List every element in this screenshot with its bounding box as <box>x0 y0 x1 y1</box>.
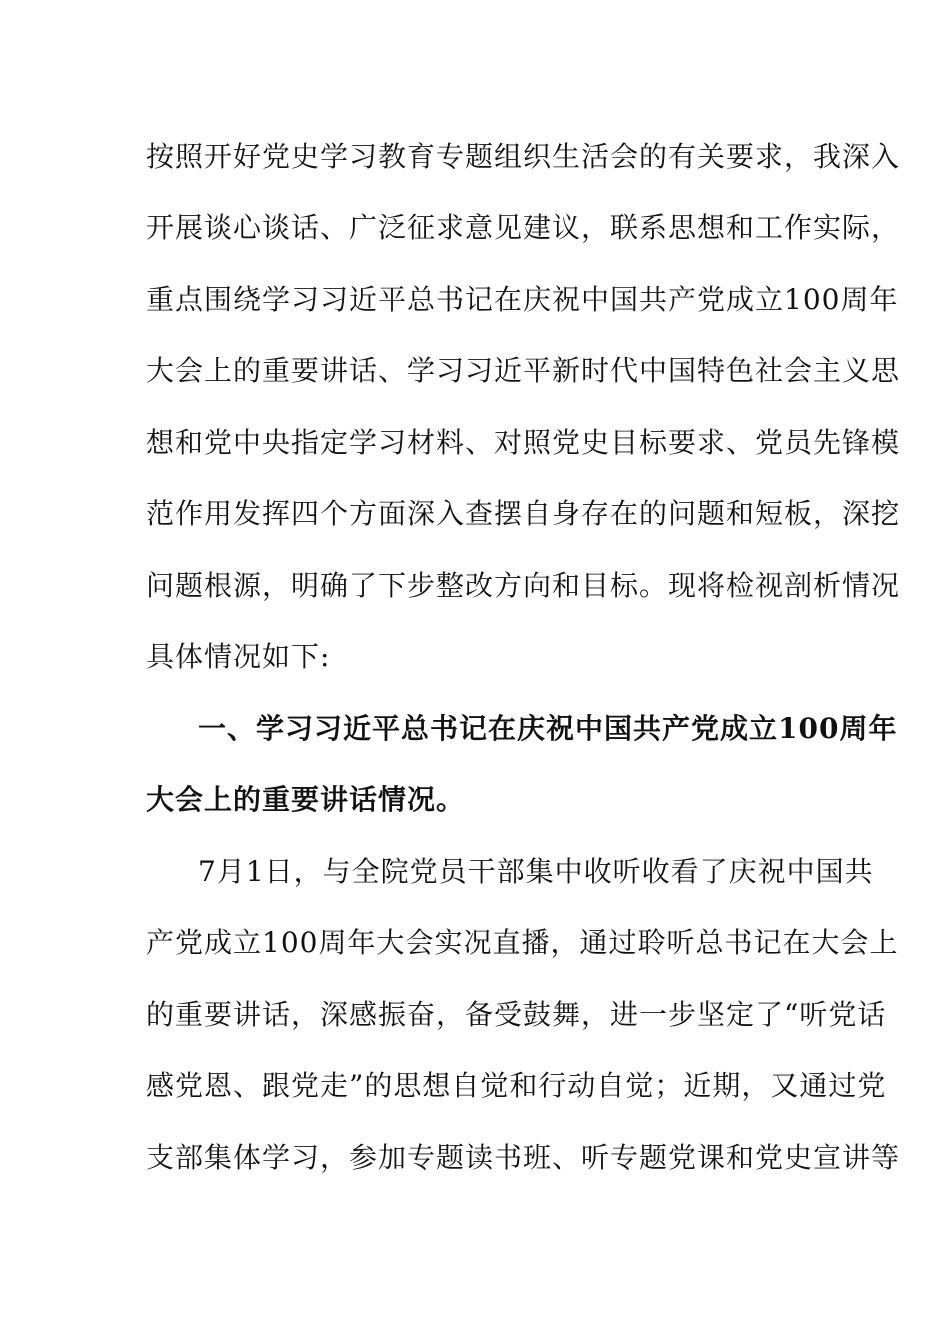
section-heading-line-2: 大会上的重要讲话情况。 <box>146 783 466 816</box>
body-line-5: 支部集体学习，参加专题读书班、听专题党课和党史宣讲等 <box>146 1141 901 1174</box>
body-line-4: 感党恩、跟党走”的思想自觉和行动自觉；近期，又通过党 <box>146 1069 887 1102</box>
intro-line-5: 想和党中央指定学习材料、对照党史目标要求、党员先锋模 <box>146 426 901 459</box>
body-line-3: 的重要讲话，深感振奋，备受鼓舞，进一步坚定了“听党话 <box>146 998 887 1031</box>
intro-line-7: 问题根源，明确了下步整改方向和目标。现将检视剖析情况 <box>146 569 901 602</box>
intro-line-8: 具体情况如下: <box>146 640 331 673</box>
body-line-2: 产党成立100周年大会实况直播，通过聆听总书记在大会上 <box>146 926 899 959</box>
intro-line-1: 按照开好党史学习教育专题组织生活会的有关要求，我深入 <box>146 140 901 173</box>
section-heading-line-1: 一、学习习近平总书记在庆祝中国共产党成立100周年 <box>198 712 898 745</box>
intro-line-2: 开展谈心谈话、广泛征求意见建议，联系思想和工作实际， <box>146 211 901 244</box>
intro-line-4: 大会上的重要讲话、学习习近平新时代中国特色社会主义思 <box>146 354 901 387</box>
intro-line-3: 重点围绕学习习近平总书记在庆祝中国共产党成立100周年 <box>146 283 899 316</box>
intro-line-6: 范作用发挥四个方面深入查摆自身存在的问题和短板，深挖 <box>146 497 901 530</box>
body-line-1: 7月1日，与全院党员干部集中收听收看了庆祝中国共 <box>198 855 874 888</box>
